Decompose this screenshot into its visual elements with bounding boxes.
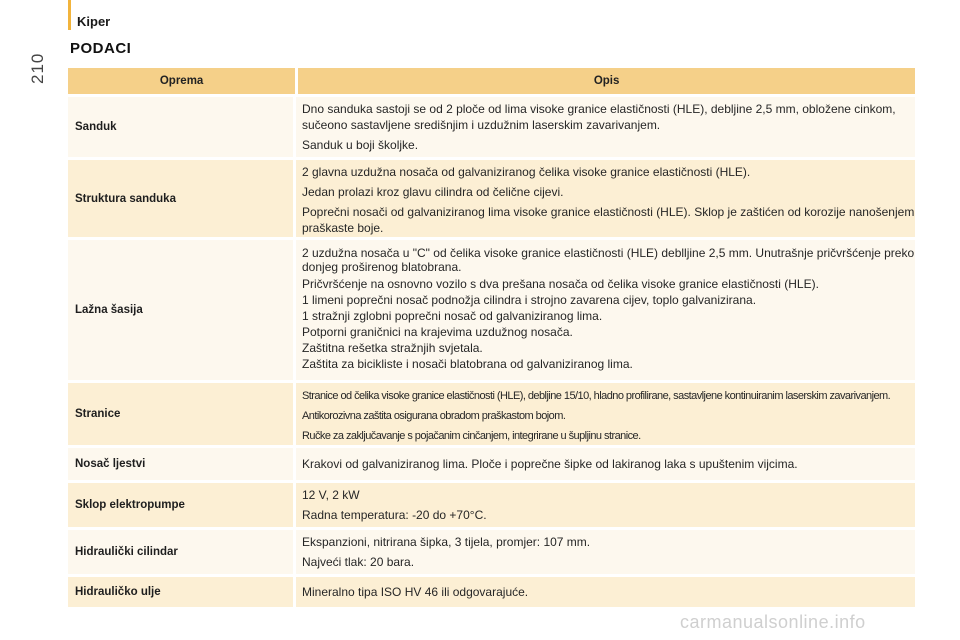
page-number: 210 (28, 52, 47, 84)
description-line: Sanduk u boji školjke. (302, 138, 419, 152)
description-line: Jedan prolazi kroz glavu cilindra od čelične cijevi. (302, 185, 564, 199)
row-label: Struktura sanduka (68, 160, 296, 237)
description-line: Ručke za zaključavanje s pojačanim cinčanjem, integrirane u šupljinu stranice. (302, 430, 641, 442)
row-label: Hidraulički cilindar (68, 530, 296, 574)
row-label: Lažna šasija (68, 240, 296, 380)
table-header (68, 68, 915, 94)
table-row (68, 527, 915, 574)
description-line: 12 V, 2 kW (302, 488, 360, 502)
row-description (296, 240, 915, 380)
description-line: Poprečni nosači od galvaniziranog lima visoke granice elastičnosti (HLE). Sklop je zaštićen od korozije nanošenjem praškaste boje. (302, 205, 915, 235)
table-row (68, 445, 915, 480)
section-accent-bar (68, 0, 71, 30)
column-header-opis: Opis (593, 75, 620, 87)
description-line: 2 uzdužna nosača u "C" od čelika visoke granice elastičnosti (HLE) deblljine 2,5 mm. Unutrašnje pričvršćenje preko donjeg proširenog blatobrana. (302, 246, 915, 274)
section-name: Kiper (77, 14, 111, 29)
table-row (68, 157, 915, 237)
description-line: Stranice od čelika visoke granice elastičnosti (HLE), debljine 15/10, hladno profilirane, sastavljene kontinuiranim laserskim zavarivanjem. (302, 390, 891, 402)
row-description (296, 577, 915, 607)
row-description (296, 448, 915, 480)
specs-table (68, 68, 915, 607)
description-line: Antikorozivna zaštita osigurana obradom praškastom bojom. (302, 410, 566, 422)
row-label: Sanduk (68, 97, 296, 157)
row-label: Sklop elektropumpe (68, 483, 296, 527)
row-label: Hidrauličko ulje (68, 577, 296, 607)
description-line: Pričvršćenje na osnovno vozilo s dva prešana nosača od čelika visoke granice elastičnosti (HLE). (302, 277, 819, 291)
row-description (296, 160, 915, 237)
description-line: Najveći tlak: 20 bara. (302, 555, 415, 569)
row-label: Stranice (68, 383, 296, 445)
description-line: 1 stražnji zglobni poprečni nosač od galvaniziranog lima. (302, 309, 603, 323)
column-header-oprema: Oprema (68, 68, 298, 94)
table-row (68, 380, 915, 445)
description-line: Radna temperatura: -20 do +70°C. (302, 508, 487, 522)
description-line: Krakovi od galvaniziranog lima. Ploče i poprečne šipke od lakiranog laka s upuštenim vijcima. (302, 457, 798, 471)
table-row (68, 480, 915, 527)
table-row (68, 574, 915, 607)
row-description (296, 97, 915, 157)
table-row (68, 94, 915, 157)
description-line: Dno sanduka sastoji se od 2 ploče od lima visoke granice elastičnosti (HLE), debljine 2,5 mm, obložene cinkom, sučeono sastavljene središnjim i uzdužnim laserskim zavarivanjem. (302, 102, 896, 132)
description-line: Zaštita za bicikliste i nosači blatobrana od galvaniziranog lima. (302, 357, 633, 371)
row-label: Nosač ljestvi (68, 448, 296, 480)
row-description (296, 383, 915, 445)
description-line: Potporni graničnici na krajevima uzdužnog nosača. (302, 325, 573, 339)
description-line: 2 glavna uzdužna nosača od galvaniziranog čelika visoke granice elastičnosti (HLE). (302, 165, 751, 179)
table-row (68, 237, 915, 380)
page-title: PODACI (70, 40, 132, 57)
description-line: Mineralno tipa ISO HV 46 ili odgovarajuće. (302, 585, 529, 599)
description-line: Zaštitna rešetka stražnjih svjetala. (302, 341, 483, 355)
description-line: 1 limeni poprečni nosač podnožja cilindra i strojno zavarena cijev, toplo galvanizirana. (302, 293, 757, 307)
row-description (296, 530, 915, 574)
description-line: Ekspanzioni, nitrirana šipka, 3 tijela, promjer: 107 mm. (302, 535, 591, 549)
watermark: carmanualsonline.info (680, 612, 866, 632)
row-description (296, 483, 915, 527)
